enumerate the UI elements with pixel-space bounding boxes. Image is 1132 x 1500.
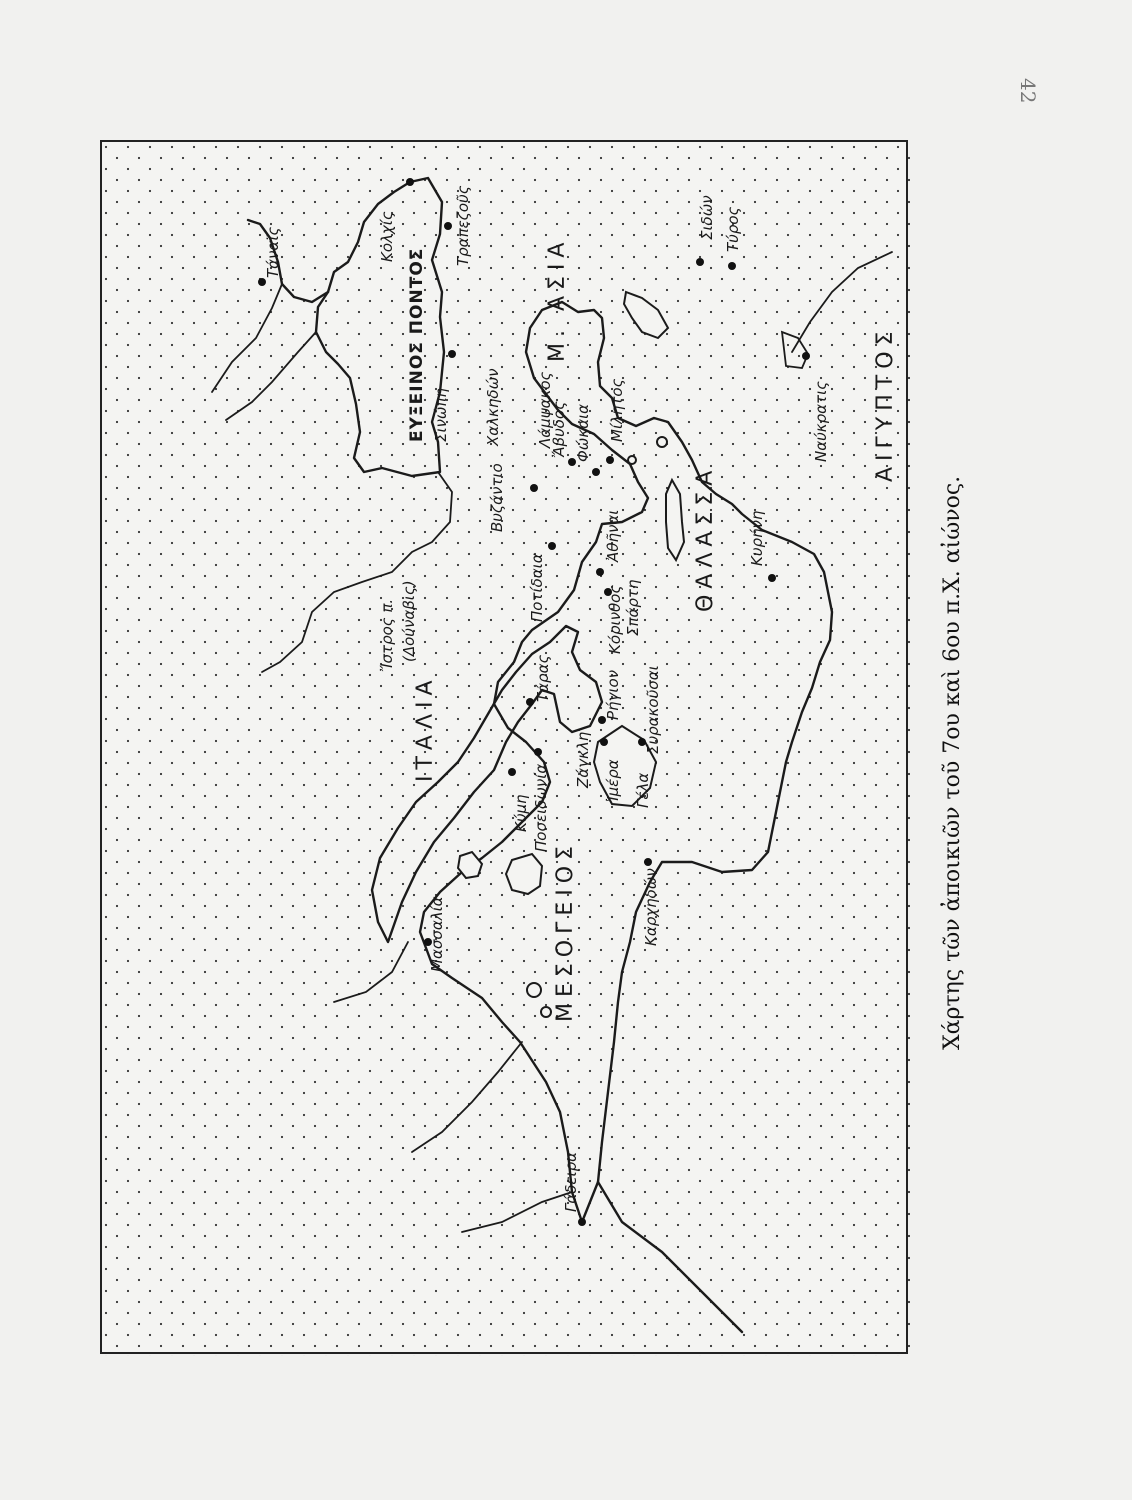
city-label-poteidaia: Ποτίδαια xyxy=(528,553,546,622)
river-label-istros-alt: (Δούναβις) xyxy=(400,580,418,662)
city-dot-taras xyxy=(526,698,534,706)
city-dot-poseidonia xyxy=(534,748,542,756)
city-dot-imera xyxy=(600,738,608,746)
city-label-gela: Γέλα xyxy=(634,772,652,808)
city-label-karchidon: Καρχηδών xyxy=(642,868,660,946)
city-label-tanais: Τάναϊς xyxy=(264,226,282,278)
city-label-imera: Ἱμέρα xyxy=(604,759,622,802)
region-label-pontos: ΕΥΞΕΙΝΟΣ ΠΟΝΤΟΣ xyxy=(407,247,427,442)
balearic-island xyxy=(527,983,541,997)
city-dot-karchidon xyxy=(644,858,652,866)
city-label-kolchis: Κολχίς xyxy=(378,211,396,262)
city-label-miletos: Μίλητος xyxy=(608,378,626,442)
city-label-fokaia: Φώκαια xyxy=(574,403,592,462)
page-number: 42 xyxy=(1016,78,1040,104)
city-dot-byzantion xyxy=(530,484,538,492)
aegean-island xyxy=(657,437,667,447)
map-frame xyxy=(100,140,908,1354)
map-caption: Χάρτης τῶν ἀποικιῶν τοῦ 7ου καὶ 6ου π.Χ. αἰώνος. xyxy=(940,475,965,1050)
city-dot-gadeira xyxy=(578,1218,586,1226)
city-dot-fokaia xyxy=(592,468,600,476)
balearic-island xyxy=(541,1007,551,1017)
city-label-sparti: Σπάρτη xyxy=(624,579,642,636)
sea-label-thalassa: ΘΑΛΑΣΣΑ xyxy=(693,464,718,612)
city-label-poseidonia: Ποσειδωνία xyxy=(532,763,550,852)
river-label-istros: Ἴστρος π. xyxy=(378,598,396,672)
city-dot-kolchis xyxy=(406,178,414,186)
sea-label-meso: ΜΕΣΟΓΕΙΟΣ xyxy=(553,840,578,1022)
sardinia-island xyxy=(506,854,542,894)
city-label-gadeira: Γάδειρα xyxy=(562,1151,580,1212)
city-label-kyrene: Κυρήνη xyxy=(748,510,766,566)
city-dot-athinai xyxy=(596,568,604,576)
city-dot-kymi xyxy=(508,768,516,776)
city-label-korinthos: Κόρινθος xyxy=(606,584,624,654)
city-dot-poteidaia xyxy=(548,542,556,550)
city-label-abydos: Ἄβυδος xyxy=(550,401,568,458)
aegean-island xyxy=(628,456,636,464)
city-label-byzantion: Βυζάντιο xyxy=(488,463,506,532)
city-dot-tanais xyxy=(258,278,266,286)
city-label-sidon: Σιδών xyxy=(698,195,716,240)
city-label-zankli: Ζάγκλη xyxy=(574,731,592,788)
city-dot-tyros xyxy=(728,262,736,270)
city-label-rigion: Ρήγιον xyxy=(604,669,622,720)
colonies-map xyxy=(102,142,910,1356)
city-label-massalia: Μασσαλία xyxy=(428,896,446,972)
region-label-italia: ΙΤΑΛΙΑ xyxy=(413,674,438,782)
city-label-syrakousai: Συρακοῦσαι xyxy=(644,665,662,754)
city-label-sinope: Σινώπη xyxy=(432,387,450,442)
city-label-taras: Τάρας xyxy=(534,654,552,702)
city-dot-miletos xyxy=(606,456,614,464)
city-label-tyros: Τύρος xyxy=(724,206,742,252)
city-dot-naukratis xyxy=(802,352,810,360)
city-dot-sinope xyxy=(448,350,456,358)
city-dot-sidon xyxy=(696,258,704,266)
city-label-lampsakos: Λάμψακος xyxy=(536,371,554,448)
city-dot-kyrene xyxy=(768,574,776,582)
city-label-athinai: Ἀθῆναι xyxy=(604,509,622,562)
city-label-trapezous: Τραπεζοῦς xyxy=(454,185,472,266)
city-label-naukratis: Ναύκρατις xyxy=(812,381,830,462)
region-label-asia: Μ. ΑΣΙΑ xyxy=(545,236,570,362)
city-label-chalkidon: Χαλκηδών xyxy=(484,368,502,446)
city-label-kymi: Κύμη xyxy=(512,794,530,832)
city-dot-trapezous xyxy=(444,222,452,230)
region-label-aigyptos: ΑΙΓΥΠΤΟΣ xyxy=(873,325,898,482)
